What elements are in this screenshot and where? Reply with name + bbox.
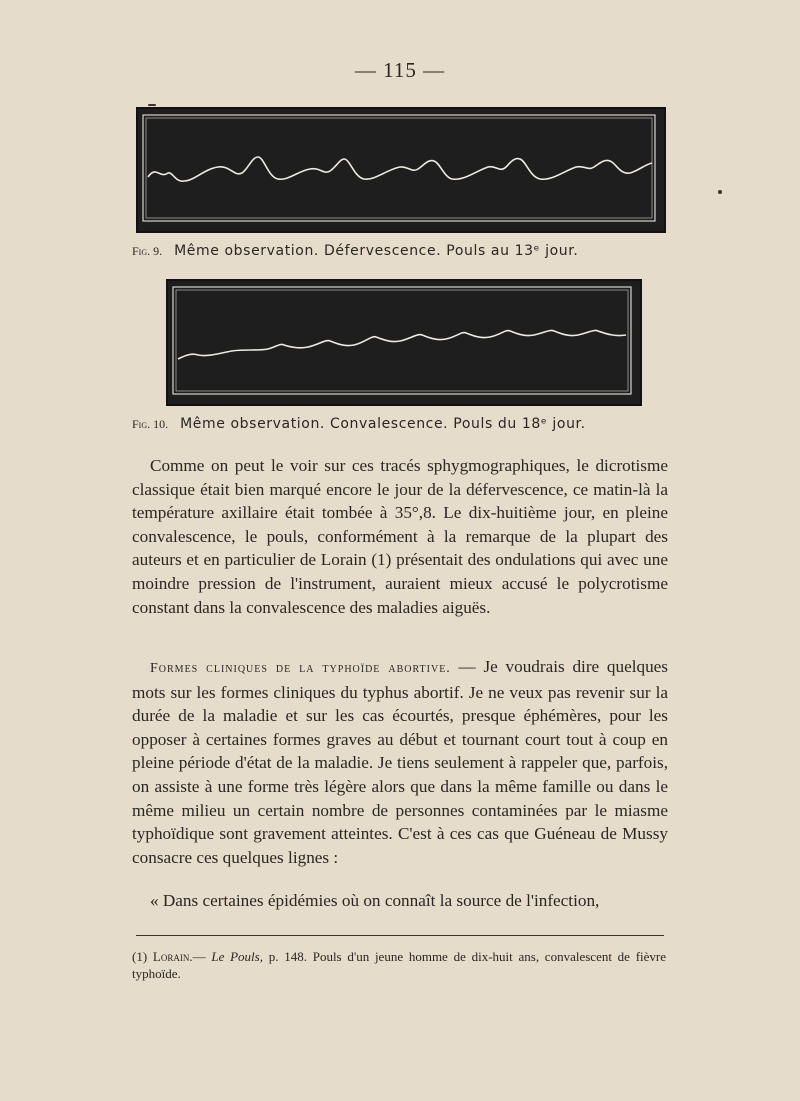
footnote-marker: (1): [132, 949, 148, 964]
figure-10-caption: [132, 416, 586, 432]
figure-9-label: Fig. 9.: [132, 244, 163, 258]
figure-9-caption-text: Même observation. Défervescence. Pouls au 13ᵉ jour.: [174, 243, 579, 259]
paragraph-2-block: [132, 655, 668, 869]
paragraph-3-text: « Dans certaines épidémies où on connaît la source de l'infection,: [150, 891, 600, 910]
footnote: [132, 948, 666, 982]
footnote-text: p. 148. Pouls d'un jeune homme de dix-huit ans, convalescent de fièvre typhoïde.: [132, 949, 667, 981]
footnote-author: Lorain.: [152, 949, 193, 964]
section-heading-clinical-forms: Formes cliniques de la typhoïde abortive.: [150, 661, 451, 676]
paper-speck: [718, 190, 722, 194]
pulse-tracing-10-svg: [168, 281, 636, 400]
paragraph-quotation: [132, 889, 668, 913]
pulse-tracing-figure-9: [136, 107, 666, 233]
paper-speck: [148, 104, 156, 106]
footnote-work-title: Le Pouls,: [211, 949, 263, 964]
figure-10-caption-text: Même observation. Convalescence. Pouls du 18ᵉ jour.: [180, 416, 586, 432]
footnote-dash: —: [192, 949, 206, 964]
paragraph-clinical-forms: [132, 655, 668, 869]
footnote-divider: [136, 935, 664, 936]
page-number: — 115 —: [354, 58, 446, 82]
pulse-tracing-9-svg: [138, 109, 660, 227]
figure-9-caption: [132, 243, 578, 259]
paragraph-pulse-discussion: [132, 454, 668, 619]
pulse-tracing-figure-10: [166, 279, 642, 406]
figure-10-label: Fig. 10.: [132, 417, 169, 431]
paragraph-2-text: — Je voudrais dire quelques mots sur les formes cliniques du typhus abortif. Je ne veux pas revenir sur la durée de la maladie et sur les cas écourtés, presque éphémères, pour les opposer à certaines formes graves au début et tournant court tout à coup en pleine période d'état de la maladie. Je tiens seulement à rappeler que, parfois, on assiste à une forme très légère alors que dans la même famille ou dans le même milieu un certain nombre de personnes contaminées par le miasme typhoïdique sont gravement atteintes. C'est à ces cas que Guéneau de Mussy consacre ces quelques lignes :: [132, 657, 668, 867]
paragraph-1-text: Comme on peut le voir sur ces tracés sphygmographiques, le dicrotisme classique était bien marqué encore le jour de la défervescence, ce matin-là la température axillaire était tombée à 35°,8. Le dix-huitième jour, en pleine convalescence, le pouls, conformément à la remarque de la plupart des auteurs et en particulier de Lorain (1) présentait des ondulations qui avec une moindre pression de l'instrument, auraient mieux accusé le polycrotisme constant dans la convalescence des maladies aiguës.: [132, 456, 668, 617]
